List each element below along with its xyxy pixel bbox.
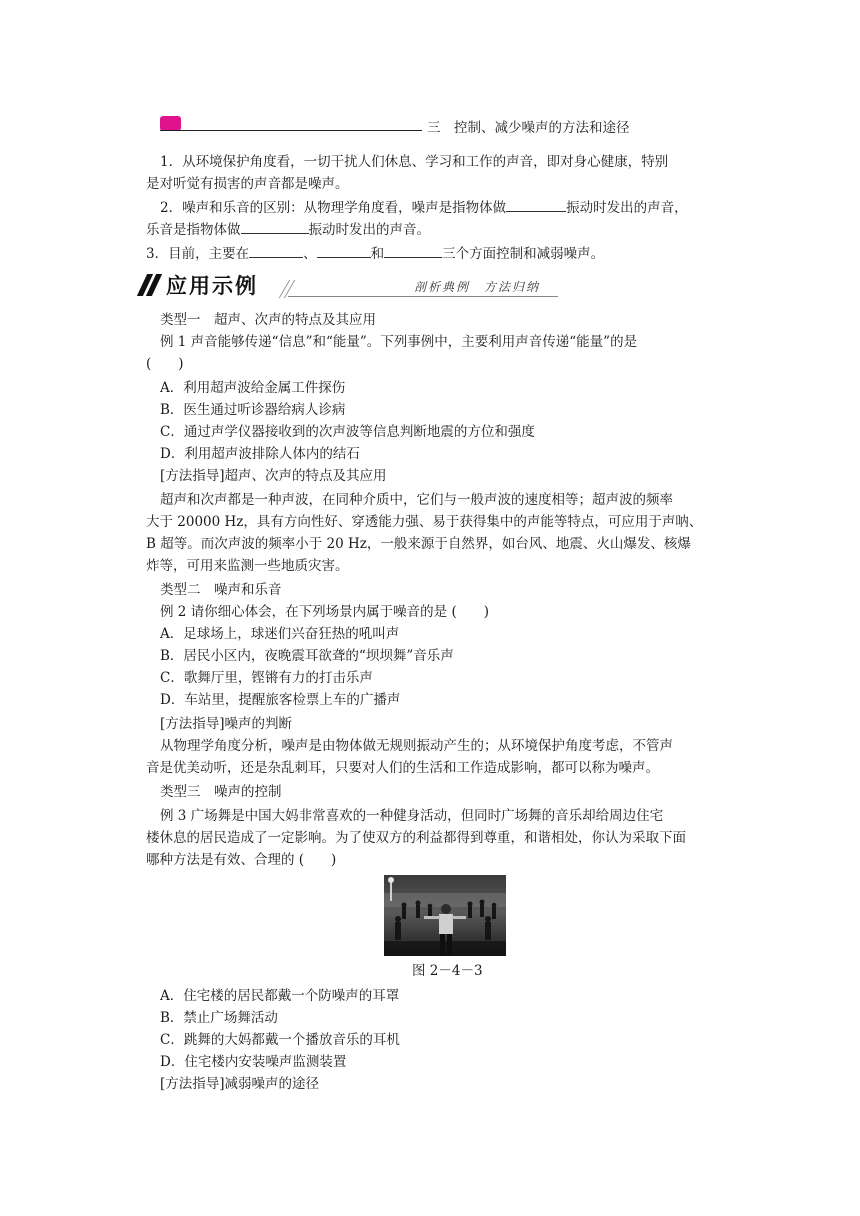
- banner-title: 应用示例: [166, 274, 258, 298]
- type1-guide-line2: 大于 20000 Hz，具有方向性好、穿透能力强、易于获得集中的声能等特点，可应用于声呐、: [146, 514, 703, 530]
- example2-option-a: A．足球场上，球迷们兴奋狂热的吼叫声: [160, 626, 400, 642]
- example2-question: 例 2 请你细心体会，在下列场景内属于噪音的是 ( ): [160, 604, 489, 620]
- application-banner: [138, 272, 566, 300]
- example2-option-d: D．车站里，提醒旅客检票上车的广播声: [160, 692, 401, 708]
- fill-blank[interactable]: [241, 220, 309, 234]
- fill-blank[interactable]: [384, 244, 442, 258]
- fill-blank[interactable]: [249, 244, 303, 258]
- example1-option-c: C．通过声学仪器接收到的次声波等信息判断地震的方位和强度: [160, 424, 535, 440]
- section-marker-icon: [160, 116, 181, 131]
- intro-p2-text-c: 乐音是指物体做: [146, 222, 241, 238]
- example1-option-a: A．利用超声波给金属工件探伤: [160, 380, 346, 396]
- intro-p2-text-d: 振动时发出的声音。: [308, 222, 430, 238]
- example3-question-line2: 楼休息的居民造成了一定影响。为了使双方的利益都得到尊重，和谐相处，你认为采取下面: [146, 830, 686, 846]
- type2-guide-line2: 音是优美动听，还是杂乱刺耳，只要对人们的生活和工作造成影响，都可以称为噪声。: [146, 760, 659, 776]
- example3-option-a: A．住宅楼的居民都戴一个防噪声的耳罩: [160, 988, 400, 1004]
- example1-question-line1: 例 1 声音能够传递“信息”和“能量”。下列事例中，主要利用声音传递“能量”的是: [160, 334, 638, 350]
- figure-caption: 图 2－4－3: [412, 963, 483, 979]
- square-dance-photo-art: [384, 875, 506, 956]
- banner-underline: [288, 296, 558, 297]
- intro-p2-text-b: 振动时发出的声音，: [566, 200, 688, 216]
- example1-answer-bracket: ( ): [146, 356, 184, 372]
- type3-heading: 类型三 噪声的控制: [160, 784, 282, 800]
- section-rule: [160, 130, 422, 131]
- type1-heading: 类型一 超声、次声的特点及其应用: [160, 312, 376, 328]
- intro-p2-text-a: 2．噪声和乐音的区别：从物理学角度看，噪声是指物体做: [160, 200, 507, 216]
- example2-option-b: B．居民小区内，夜晚震耳欲聋的“坝坝舞”音乐声: [160, 648, 454, 664]
- intro-p1-line1: 1．从环境保护角度看，一切干扰人们休息、学习和工作的声音，即对身心健康，特别: [160, 154, 669, 170]
- square-dance-photo: [384, 875, 506, 956]
- intro-p1-line2: 是对听觉有损害的声音都是噪声。: [146, 176, 349, 192]
- example3-question-line3: 哪种方法是有效、合理的 ( ): [146, 852, 337, 868]
- example1-option-d: D．利用超声波排除人体内的结石: [160, 446, 360, 462]
- type1-method-guide: [方法指导]超声、次声的特点及其应用: [160, 468, 387, 484]
- example3-option-c: C．跳舞的大妈都戴一个播放音乐的耳机: [160, 1032, 400, 1048]
- type2-method-guide: [方法指导]噪声的判断: [160, 716, 293, 732]
- type1-guide-line1: 超声和次声都是一种声波，在同种介质中，它们与一般声波的速度相等；超声波的频率: [160, 492, 673, 508]
- intro-p3: [146, 244, 604, 264]
- example3-question-line1: 例 3 广场舞是中国大妈非常喜欢的一种健身活动，但同时广场舞的音乐却给周边住宅: [160, 808, 664, 824]
- type1-guide-line4: 炸等，可用来监测一些地质灾害。: [146, 558, 349, 574]
- type2-heading: 类型二 噪声和乐音: [160, 582, 282, 598]
- section-title: 三 控制、减少噪声的方法和途径: [427, 120, 630, 136]
- type3-method-guide: [方法指导]减弱噪声的途径: [160, 1076, 320, 1092]
- example1-option-b: B．医生通过听诊器给病人诊病: [160, 402, 346, 418]
- section-heading: [160, 116, 642, 136]
- example2-option-c: C．歌舞厅里，铿锵有力的打击乐声: [160, 670, 373, 686]
- intro-p2-line1: [160, 198, 688, 218]
- type2-guide-line1: 从物理学角度分析，噪声是由物体做无规则振动产生的；从环境保护角度考虑，不管声: [160, 738, 673, 754]
- intro-p3-text-d: 三个方面控制和减弱噪声。: [442, 246, 605, 262]
- banner-subtitle: 剖析典例 方法归纳: [414, 280, 541, 294]
- example3-option-b: B．禁止广场舞活动: [160, 1010, 278, 1026]
- intro-p3-text-a: 3．目前，主要在: [146, 246, 250, 262]
- type1-guide-line3: B 超等。而次声波的频率小于 20 Hz，一般来源于自然界，如台风、地震、火山爆发、核爆: [146, 536, 691, 552]
- intro-p3-text-c: 和: [370, 246, 385, 262]
- fill-blank[interactable]: [317, 244, 371, 258]
- fill-blank[interactable]: [506, 198, 566, 212]
- intro-p2-line2: [146, 220, 430, 240]
- intro-p3-text-b: 、: [303, 246, 317, 262]
- example3-option-d: D．住宅楼内安装噪声监测装置: [160, 1054, 347, 1070]
